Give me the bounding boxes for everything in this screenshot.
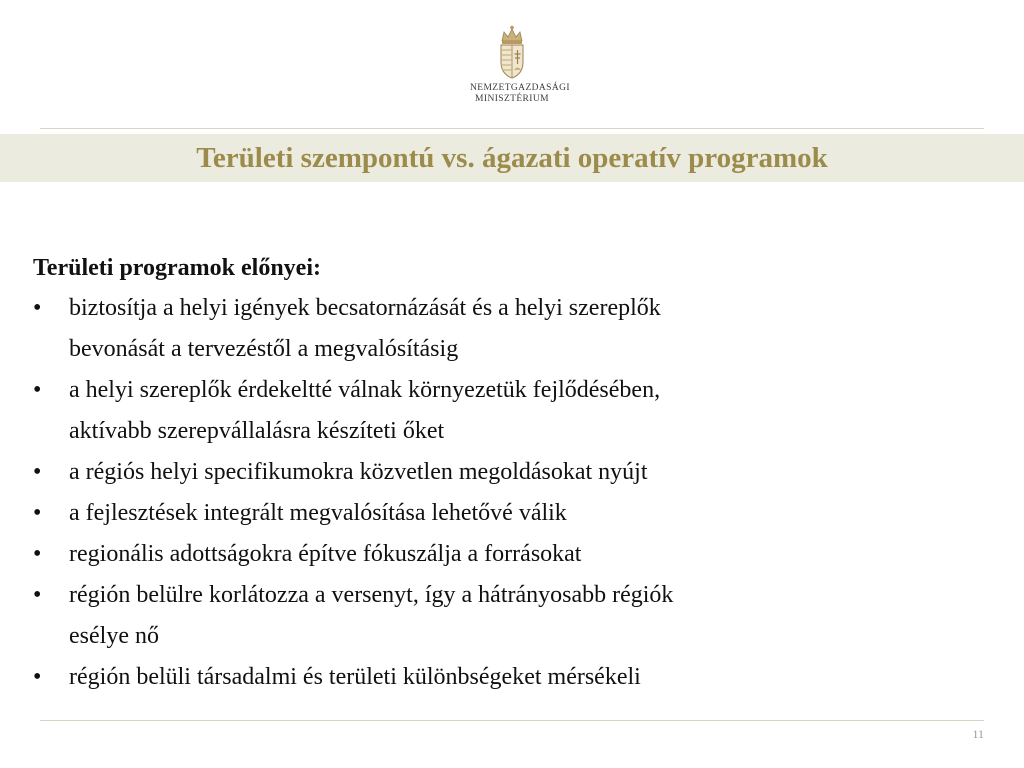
list-item: [33, 288, 933, 370]
section-heading: Területi programok előnyei:: [33, 255, 321, 281]
bullet-text: bevonását a tervezéstől a megvalósításig: [69, 336, 459, 362]
coat-of-arms-icon: [495, 24, 529, 80]
slide-content: [33, 248, 933, 698]
list-item: [33, 493, 933, 534]
bullet-icon: •: [33, 664, 42, 690]
bullet-text: régión belülre korlátozza a versenyt, így a hátrányosabb régiók: [69, 582, 674, 608]
bullet-text: a fejlesztések integrált megvalósítása lehetővé válik: [69, 500, 567, 526]
bullet-text: a helyi szereplők érdekeltté válnak környezetük fejlődésében,: [69, 377, 661, 403]
bullet-icon: •: [33, 582, 42, 608]
ministry-name-line1: NEMZETGAZDASÁGI: [470, 83, 570, 93]
bullet-icon: •: [33, 377, 42, 403]
bullet-text: régión belüli társadalmi és területi különbségeket mérsékeli: [69, 664, 641, 690]
bullet-text: a régiós helyi specifikumokra közvetlen megoldásokat nyújt: [69, 459, 648, 485]
bullet-icon: •: [33, 459, 42, 485]
bullet-text: biztosítja a helyi igények becsatornázását és a helyi szereplők: [69, 295, 661, 321]
list-item: [33, 575, 933, 657]
list-item: [33, 370, 933, 452]
slide-title: Területi szempontú vs. ágazati operatív programok: [196, 142, 828, 174]
ministry-logo: [470, 24, 570, 116]
top-divider: [40, 128, 984, 129]
bullet-text: esélye nő: [69, 623, 159, 649]
title-band: [0, 134, 1024, 182]
bullet-icon: •: [33, 541, 42, 567]
bullet-text: aktívabb szerepvállalásra készíteti őket: [69, 418, 445, 444]
bullet-list: [33, 288, 933, 698]
bullet-text: regionális adottságokra építve fókuszálja a forrásokat: [69, 541, 582, 567]
list-item: [33, 534, 933, 575]
bullet-icon: •: [33, 295, 42, 321]
bottom-divider: [40, 720, 984, 721]
list-item: [33, 657, 933, 698]
page-number: 11: [972, 727, 984, 741]
bullet-icon: •: [33, 500, 42, 526]
list-item: [33, 452, 933, 493]
ministry-name-line2: MINISZTÉRIUM: [475, 94, 549, 104]
